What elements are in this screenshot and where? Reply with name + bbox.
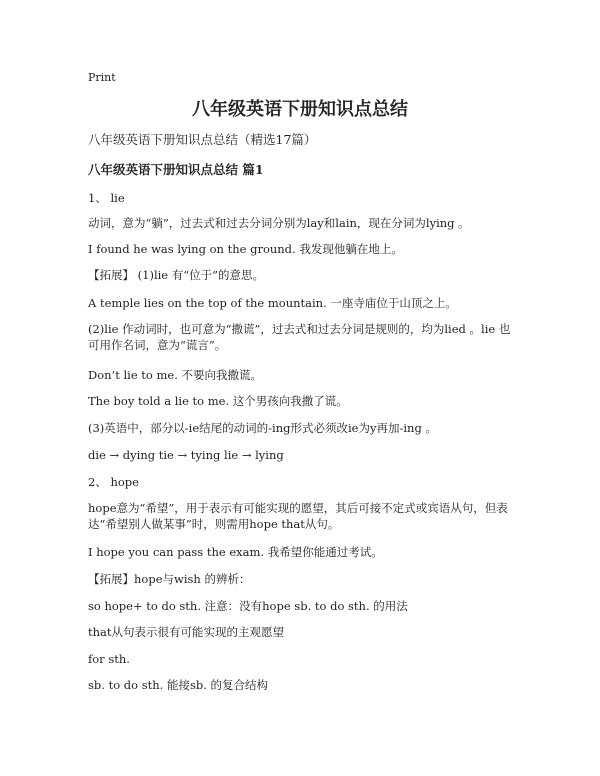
item-heading-lie: 1、 lie [88, 191, 125, 205]
paragraph-line: (2)lie 作动词时，也可意为“撒谎”，过去式和过去分词是规则的，均为lied 。lie 也可用作名词，意为“谎言”。 [88, 322, 511, 352]
paragraph-line: (3)英语中，部分以-ie结尾的动词的-ing形式必须改ie为y再加-ing 。 [88, 421, 437, 435]
example-sentence: I hope you can pass the exam. 我希望你能通过考试。 [88, 545, 383, 559]
section-heading: 八年级英语下册知识点总结 篇1 [88, 162, 264, 177]
usage-line: sb. to do sth. 能接sb. 的复合结构 [88, 678, 269, 692]
paragraph-line: hope意为“希望”，用于表示有可能实现的愿望，其后可接不定式或宾语从句，但表达“希望别人做某事”时，则需用hope that从句。 [88, 501, 508, 531]
example-forms: die → dying tie → tying lie → lying [88, 448, 284, 462]
document-title: 八年级英语下册知识点总结 [192, 99, 408, 120]
document-subtitle: 八年级英语下册知识点总结（精选17篇） [88, 132, 317, 147]
example-sentence: Don’t lie to me. 不要向我撒谎。 [88, 368, 263, 382]
extension-note: 【拓展】hope与wish 的辨析： [88, 572, 251, 586]
extension-note: 【拓展】 (1)lie 有“位于”的意思。 [88, 268, 265, 282]
usage-line: so hope+ to do sth. 注意：没有hope sb. to do sth. 的用法 [88, 599, 408, 613]
usage-line: that从句表示很有可能实现的主观愿望 [88, 625, 285, 639]
example-sentence: A temple lies on the top of the mountain. 一座寺庙位于山顶之上。 [88, 296, 457, 310]
paragraph-line: 动词，意为“躺”，过去式和过去分词分别为lay和lain，现在分词为lying 。 [88, 216, 470, 230]
example-sentence: I found he was lying on the ground. 我发现他躺在地上。 [88, 242, 403, 256]
example-sentence: The boy told a lie to me. 这个男孩向我撒了谎。 [88, 394, 348, 408]
print-label[interactable]: Print [88, 71, 116, 84]
usage-line: for sth. [88, 652, 130, 666]
item-heading-hope: 2、 hope [88, 475, 139, 489]
